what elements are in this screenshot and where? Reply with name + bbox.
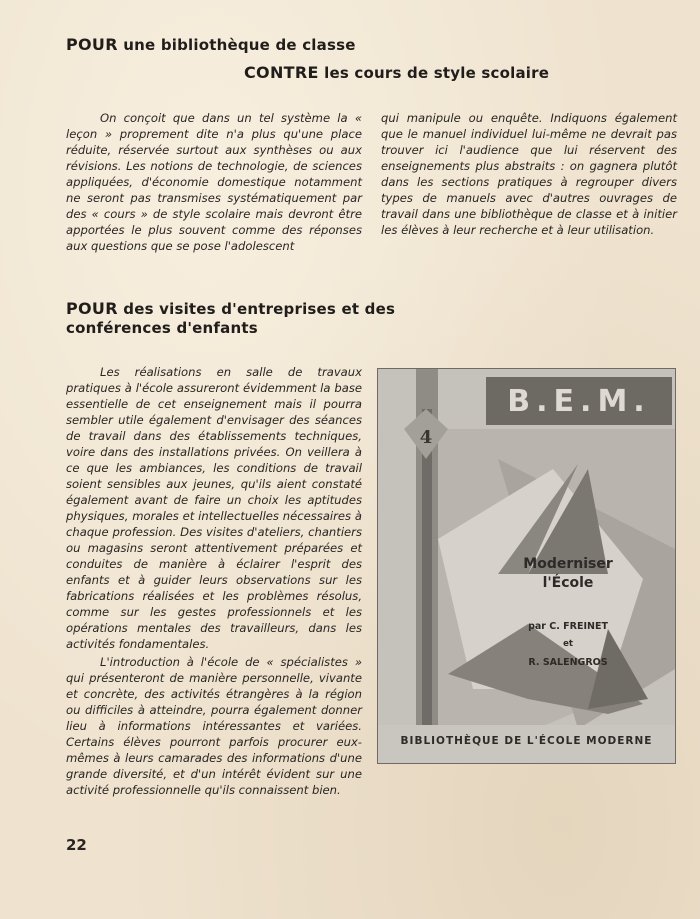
cover-title-line1: Moderniser <box>523 556 613 572</box>
page-number: 22 <box>66 836 87 854</box>
section-heading-line2 <box>66 319 258 337</box>
section2-para1-text: Les réalisations en salle de travaux pratiques à l'école assureront évidemment la base essentielle de cet enseignement mais il pourra sembler utile également d'envisager des séances de travail dans des établissements techniques, voire dans des installations privées. On veillera à ce que les ambiances, les conditions de travail soient sensibles aux jeunes, qu'ils aient constaté également avant de faire un choix les aptitudes physiques, morales et intellectuelles nécessaires à chaque profession. Des visites d'ateliers, chantiers ou magasins seront attentivement préparées et conduites de manière à éclairer l'esprit des enfants et à guider leurs observations sur les fabrications réalisées et les problèmes résolus, comme sur les gestes professionnels et les opérations mentales des travailleurs, dans les activités fondamentales. <box>66 365 362 651</box>
section1-right-column <box>381 110 677 238</box>
cover-and-word: et <box>563 639 573 649</box>
cover-title-line2: l'École <box>542 575 594 591</box>
cover-volume-number: 4 <box>419 427 433 448</box>
cover-series-label: B.E.M. <box>507 384 651 419</box>
section1-left-column <box>66 110 362 254</box>
heading-keyword: POUR <box>66 35 118 54</box>
section-heading-contre-cours <box>244 63 549 82</box>
cover-author1: par C. FREINET <box>528 621 608 632</box>
section2-paragraph-1 <box>66 364 362 652</box>
section1-left-text: On conçoit que dans un tel système la « leçon » proprement dite n'a plus qu'une place réduite, réservée surtout aux synthèses ou aux révisions. Les notions de technologie, de sciences appliquées, d'économie domestique notamment ne seront pas transmises systématiquement par des « cours » de style scolaire mais devront être apportées le plus souvent comme des réponses aux questions que se pose l'adolescent <box>66 111 362 253</box>
heading-text: des visites d'entreprises et des <box>123 300 396 318</box>
section1-right-text: qui manipule ou enquête. Indiquons également que le manuel individuel lui-même ne devrait pas trouver ici l'audience que lui réservent des enseignements plus abstraits : on gagnera plutôt dans les sections pratiques à regrouper divers types de manuels avec d'autres ouvrages de travail dans une bibliothèque de classe et à initier les élèves à leur recherche et à leur utilisation. <box>381 111 677 237</box>
heading-text: une bibliothèque de classe <box>123 36 356 54</box>
section-heading-pour-bibliotheque <box>66 35 356 54</box>
section-heading-pour-visites <box>66 299 395 318</box>
heading-keyword: CONTRE <box>244 63 319 82</box>
heading-text: conférences d'enfants <box>66 319 258 337</box>
cover-author2: R. SALENGROS <box>528 657 608 668</box>
heading-keyword: POUR <box>66 299 118 318</box>
heading-text: les cours de style scolaire <box>324 64 550 82</box>
section2-paragraph-2 <box>66 654 362 798</box>
book-cover-image <box>377 368 676 764</box>
cover-footer-series: BIBLIOTHÈQUE DE L'ÉCOLE MODERNE <box>400 735 653 747</box>
section2-para2-text: L'introduction à l'école de « spécialistes » qui présenteront de manière personnelle, vivante et concrète, des activités étrangères à la région ou difficiles à atteindre, pourra également donner lieu à informations intéressantes et variées. Certains élèves pourront parfois procurer eux-mêmes à leurs camarades des informations d'une grande diversité, et d'un intérêt évident sur une activité professionnelle qu'ils connaissent bien. <box>66 655 362 797</box>
